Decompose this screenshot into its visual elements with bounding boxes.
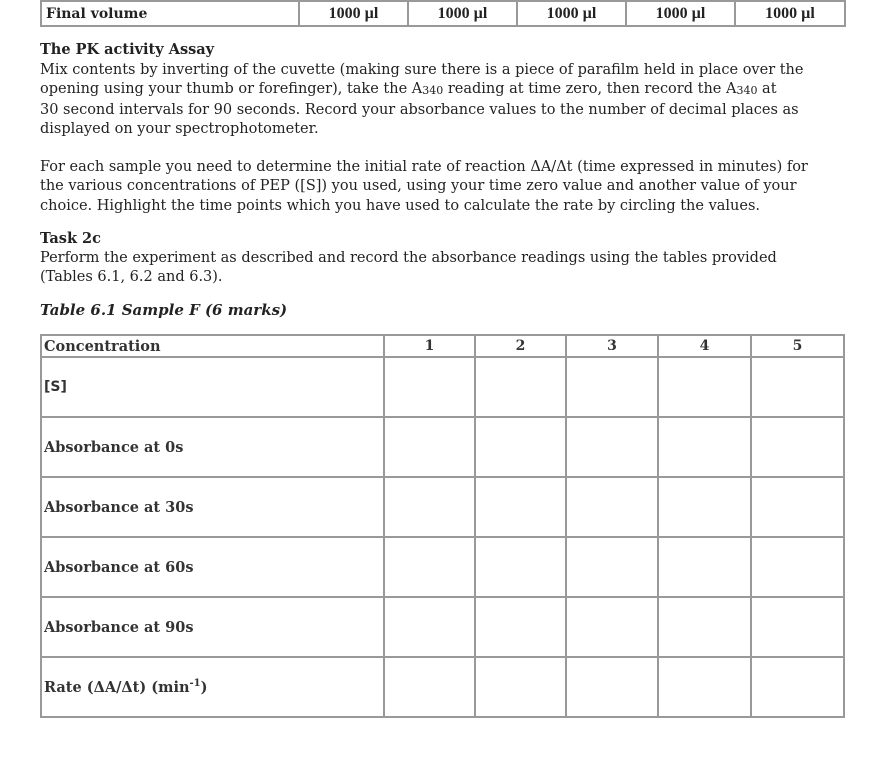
row-label-rate: Rate (ΔA/Δt) $(\min^{-1})$ — [41, 657, 384, 717]
row-label-absorbance-30s: Absorbance at 30s — [41, 477, 384, 537]
assay-line-3: 30 second intervals for 90 seconds. Record your absorbance values to the number of decimal places as — [40, 101, 799, 118]
column-header-4: 4 — [658, 335, 751, 357]
data-cell[interactable] — [658, 417, 751, 477]
data-cell[interactable] — [658, 537, 751, 597]
row-label-absorbance-0s: Absorbance at 0s — [41, 417, 384, 477]
concentration-header: Concentration — [41, 335, 384, 357]
data-cell[interactable] — [658, 357, 751, 417]
data-cell[interactable] — [751, 537, 844, 597]
data-cell[interactable] — [384, 357, 475, 417]
data-cell[interactable] — [475, 417, 566, 477]
column-header-5: 5 — [751, 335, 844, 357]
data-cell[interactable] — [566, 477, 658, 537]
table-row — [41, 597, 844, 657]
final-volume-table — [40, 0, 846, 27]
rate-instructions — [40, 158, 840, 216]
table-row — [41, 537, 844, 597]
data-cell[interactable] — [751, 597, 844, 657]
row-label-absorbance-60s: Absorbance at 60s — [41, 537, 384, 597]
assay-line-4: displayed on your spectrophotometer. — [40, 121, 319, 138]
final-volume-value-1: 1000 µl — [299, 1, 408, 26]
final-volume-value-5: 1000 µl — [735, 1, 845, 26]
data-cell[interactable] — [475, 477, 566, 537]
data-cell[interactable] — [566, 657, 658, 717]
data-cell[interactable] — [384, 417, 475, 477]
data-cell[interactable] — [475, 537, 566, 597]
data-cell[interactable] — [751, 477, 844, 537]
table-row — [41, 477, 844, 537]
data-cell[interactable] — [475, 657, 566, 717]
final-volume-value-4: 1000 µl — [626, 1, 735, 26]
row-label-absorbance-90s: Absorbance at 90s — [41, 597, 384, 657]
final-volume-label: Final volume — [41, 1, 299, 26]
task-paragraph — [40, 249, 840, 288]
task-line-1: Perform the experiment as described and record the absorbance readings using the tables provided — [40, 250, 777, 266]
rate-line-2: the various concentrations of PEP ([S]) you used, using your time zero value and another value of your — [40, 178, 797, 195]
data-cell[interactable] — [658, 477, 751, 537]
table-row — [41, 357, 844, 417]
data-cell[interactable] — [384, 657, 475, 717]
data-cell[interactable] — [658, 657, 751, 717]
table-header-row — [41, 335, 844, 357]
row-label-s: [S] — [41, 357, 384, 417]
data-cell[interactable] — [566, 597, 658, 657]
data-cell[interactable] — [566, 537, 658, 597]
assay-heading: The PK activity Assay — [40, 41, 215, 58]
assay-line-2: opening using your thumb or forefinger), take the A340 reading at time zero, then record the A340 at — [40, 81, 777, 98]
final-volume-row — [41, 1, 845, 26]
rate-line-1: For each sample you need to determine the initial rate of reaction ΔA/Δt (time expressed in minutes) for — [40, 159, 808, 175]
table-caption: Table 6.1 Sample F (6 marks) — [40, 301, 288, 319]
table-row — [41, 417, 844, 477]
data-cell[interactable] — [384, 537, 475, 597]
data-cell[interactable] — [384, 477, 475, 537]
data-cell[interactable] — [751, 417, 844, 477]
task-line-2: (Tables 6.1, 6.2 and 6.3). — [40, 269, 223, 286]
table-row — [41, 657, 844, 717]
data-cell[interactable] — [751, 657, 844, 717]
column-header-2: 2 — [475, 335, 566, 357]
data-cell[interactable] — [384, 597, 475, 657]
assay-line-1: Mix contents by inverting of the cuvette (making sure there is a piece of parafilm held in place over the — [40, 62, 804, 78]
final-volume-value-3: 1000 µl — [517, 1, 626, 26]
column-header-1: 1 — [384, 335, 475, 357]
data-cell[interactable] — [751, 357, 844, 417]
data-cell[interactable] — [566, 417, 658, 477]
final-volume-value-2: 1000 µl — [408, 1, 517, 26]
data-cell[interactable] — [658, 597, 751, 657]
data-cell[interactable] — [475, 357, 566, 417]
task-heading: Task 2c — [40, 230, 101, 247]
data-cell[interactable] — [566, 357, 658, 417]
rate-line-3: choice. Highlight the time points which you have used to calculate the rate by circling the values. — [40, 197, 761, 214]
data-cell[interactable] — [475, 597, 566, 657]
assay-paragraph — [40, 61, 840, 140]
column-header-3: 3 — [566, 335, 658, 357]
sample-f-table — [40, 334, 845, 718]
